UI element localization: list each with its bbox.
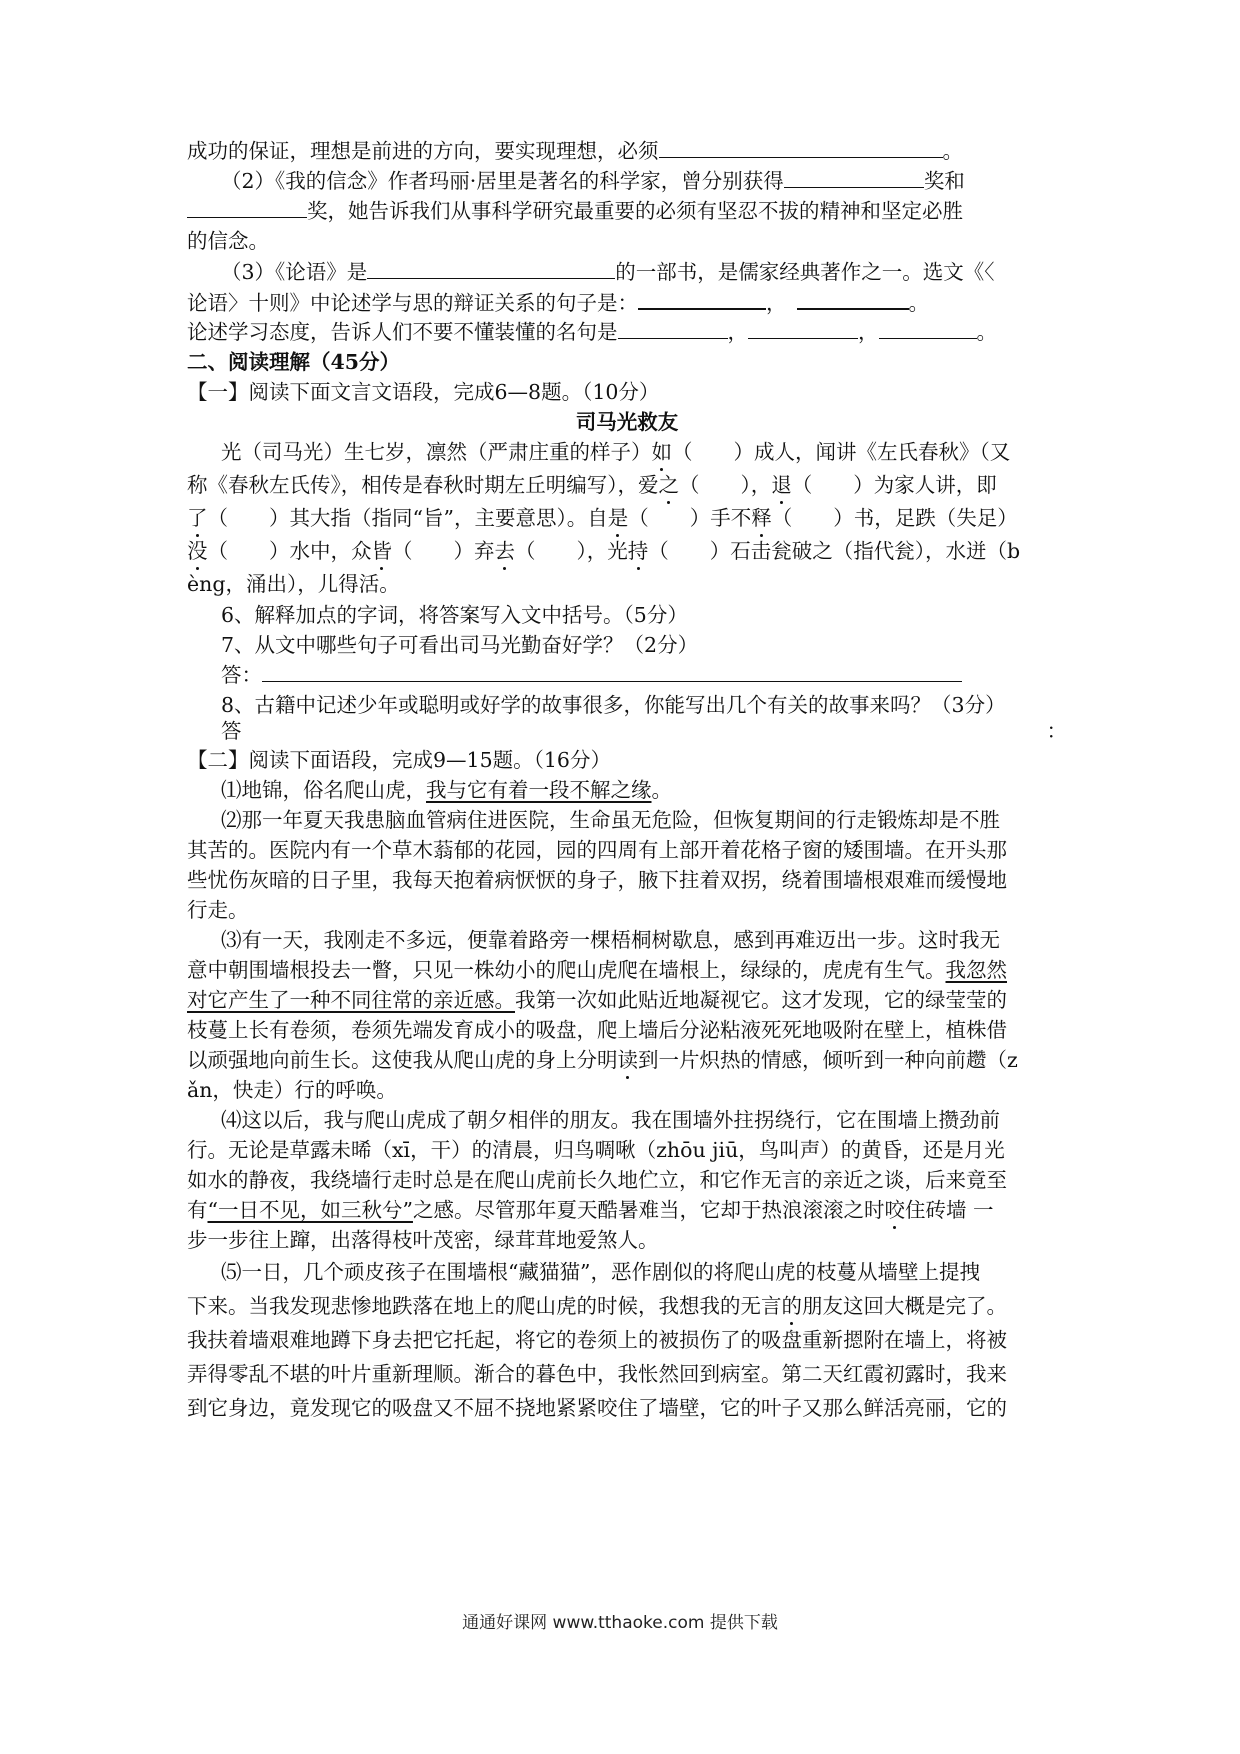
question-2 (221, 167, 1067, 195)
passage-1-header: 【一】阅读下面文言文语段，完成6—8题。（10分） (187, 380, 660, 404)
text: （ ）水中，众 (207, 539, 372, 563)
passage-2-header: 【二】阅读下面语段，完成9—15题。（16分） (187, 748, 611, 772)
text-line (187, 137, 1067, 165)
article-line: 如水的静夜，我绕墙行走时总是在爬山虎前长久地伫立，和它作无言的亲近之谈，后来竟至 (187, 1168, 1007, 1192)
underlined-sentence: 我忽然 (945, 958, 1007, 982)
answer-blank[interactable] (638, 288, 766, 310)
article-line (187, 1292, 1067, 1320)
answer-blank[interactable] (879, 318, 977, 339)
text: 光（司马光）生七岁，凛然（严肃庄重的样子） (221, 440, 652, 464)
text: （ ）书，足跌（失足） (771, 506, 1018, 530)
article-line: ⑵那一年夏天我患脑血管病住进医院，生命虽无危险，但恢复期间的行走锻炼却是不胜 (221, 808, 1000, 832)
underlined-sentence: 对它产生了一种不同往常的亲近感。 (187, 988, 515, 1012)
article-line: 到它身边，竟发现它的吸盘又不屈不挠地紧紧咬住了墙壁，它的叶子又那么鲜活亮丽，它的 (187, 1396, 1007, 1420)
text: 奖，她告诉我们从事科学研究最重要的必须有坚忍不拔的精神和坚定必胜 (307, 199, 963, 223)
question-7: 7、从文中哪些句子可看出司马光勤奋好学？（2分） (221, 633, 699, 657)
article-line: 枝蔓上长有卷须，卷须先端发育成小的吸盘，爬上墙后分泌粘液死死地吸附在壁上，植株借 (187, 1018, 1007, 1042)
dotted-word: 去 (494, 539, 515, 563)
answer-blank[interactable] (367, 258, 615, 279)
article-line: 其苦的。医院内有一个草木蓊郁的花园，园的四周有上部开着花格子窗的矮围墙。在开头那 (187, 838, 1007, 862)
dotted-word: 无言的朋友 (740, 1294, 843, 1318)
article-line (187, 956, 1067, 984)
article-line (187, 1196, 1067, 1224)
article-line: 步一步往上蹿，出落得枝叶茂密，绿茸茸地爱煞人。 (187, 1228, 659, 1252)
text-line (187, 288, 1067, 317)
answer-label: 答： (221, 663, 262, 687)
article-line (187, 986, 1067, 1014)
article-line: 些忧伤灰暗的日子里，我每天抱着病恹恹的身子，腋下拄着双拐，绕着围墙根艰难而缓慢地 (187, 868, 1007, 892)
answer-blank[interactable] (797, 288, 909, 310)
text: 的一部书，是儒家经典著作之一。选文《〈 (615, 260, 995, 284)
text: （ ）为家人讲，即 (791, 473, 997, 497)
dotted-word: 咬 (884, 1198, 905, 1222)
passage-line (187, 471, 1067, 499)
answer-blank[interactable] (784, 167, 924, 188)
text: （ ）， (679, 473, 772, 497)
answer-blank[interactable] (187, 197, 307, 218)
text: 住砖墙 一 (904, 1198, 994, 1222)
text: 成功的保证，理想是前进的方向，要实现理想，必须 (187, 139, 659, 163)
passage-line (187, 537, 1067, 565)
answer-8-line (221, 717, 1067, 745)
text: ， (766, 291, 787, 315)
answer-blank[interactable] (659, 137, 943, 158)
text: 之感。尽管那年夏天酷暑难当，它却于热浪滚滚之时 (412, 1198, 885, 1222)
answer-label: 答 (221, 719, 242, 743)
dotted-word: 是 (607, 506, 629, 530)
text-line (187, 197, 1067, 225)
article-line: 我扶着墙艰难地蹲下身去把它托起，将它的卷须上的被损伤了的吸盘重新摁附在墙上，将被 (187, 1328, 1007, 1352)
text: 奖和 (923, 169, 965, 193)
passage-line (187, 504, 1067, 532)
page-footer: 通通好课网 www.tthaoke.com 提供下载 (462, 1613, 778, 1633)
text: 有 (187, 1198, 208, 1222)
text: （ ）弃 (392, 539, 495, 563)
text: 称《春秋左氏传》，相传是春秋时期左丘明编写），爱 (187, 473, 659, 497)
dotted-word: 退 (771, 473, 792, 497)
text: （ ）手不 (628, 506, 752, 530)
passage-line: èng，涌出），儿得活。 (187, 572, 400, 596)
article-line: 行。无论是草露未晞（xī，干）的清晨，归鸟啁啾（zhōu jiū，鸟叫声）的黄昏，还是月光 (187, 1138, 1005, 1162)
text: 我第一次如此贴近地凝视它。这才发现，它的绿莹莹的 (515, 988, 1007, 1012)
text: ： (1046, 719, 1067, 743)
article-line: ⑷这以后，我与爬山虎成了朝夕相伴的朋友。我在围墙外拄拐绕行，它在围墙上攒劲前 (221, 1108, 1000, 1132)
passage-1-title: 司马光救友 (575, 410, 679, 434)
question-8: 8、古籍中记述少年或聪明或好学的故事很多，你能写出几个有关的故事来吗？（3分） (221, 693, 1006, 717)
dotted-word: 持 (627, 539, 649, 563)
text: 。 (908, 291, 929, 315)
dotted-word: 释 (751, 506, 772, 530)
text: 到一片炽热的情感，倾听到一种向前趱（z (638, 1048, 1018, 1072)
underlined-sentence: 我与它有着一段不解之缘 (426, 778, 652, 802)
article-line: 弄得零乱不堪的叶片重新理顺。渐合的暮色中，我怅然回到病室。第二天红霞初露时，我来 (187, 1362, 1007, 1386)
answer-7-line (221, 661, 1067, 689)
text: （ ）成人，闻讲《左氏春秋》（又 (672, 440, 1011, 464)
article-para-1 (221, 776, 1067, 804)
article-line: ǎn，快走）行的呼唤。 (187, 1078, 397, 1102)
article-line (187, 1046, 1067, 1074)
text: 。 (651, 778, 672, 802)
answer-blank[interactable] (748, 318, 858, 339)
article-line: ⑶有一天，我刚走不多远，便靠着路旁一棵梧桐树歇息，感到再难迈出一步。这时我无 (221, 928, 1000, 952)
article-line: ⑸一日，几个顽皮孩子在围墙根“藏猫猫”，恶作剧似的将爬山虎的枝蔓从墙壁上提拽 (221, 1260, 980, 1284)
passage-line (221, 438, 1067, 466)
dotted-word: 如 (651, 440, 672, 464)
question-3 (221, 258, 1067, 286)
text: 。 (942, 139, 963, 163)
text: （ ）其大指（指同“旨”，主要意思）。自 (207, 506, 608, 530)
text: 以顽强地向前生长。这使我从爬山虎的身上分明 (187, 1048, 618, 1072)
text: （2）《我的信念》作者玛丽·居里是著名的科学家，曾分别获得 (221, 169, 784, 193)
answer-blank[interactable] (262, 661, 962, 682)
text: 这回大概是完了。 (843, 1294, 1007, 1318)
dotted-word: 皆 (371, 539, 392, 563)
text: （3）《论语》是 (221, 260, 368, 284)
dotted-word: 了 (187, 506, 208, 530)
text: 意中朝围墙根投去一瞥，只见一株幼小的爬山虎爬在墙根上，绿绿的，虎虎有生气。 (187, 958, 946, 982)
underlined-sentence: “一日不见，如三秋兮” (207, 1198, 413, 1222)
dotted-word: 没 (187, 539, 208, 563)
text: 论语〉十则》中论述学与思的辩证关系的句子是： (187, 291, 638, 315)
text: （ ）石击瓮破之（指代瓮），水迸（b (648, 539, 1021, 563)
text: ， (727, 320, 748, 344)
answer-blank[interactable] (618, 318, 728, 339)
text-line: 的信念。 (187, 229, 269, 253)
text: （ ），光 (515, 539, 628, 563)
article-line: 行走。 (187, 898, 249, 922)
question-6: 6、解释加点的字词，将答案写入文中括号。（5分） (221, 603, 688, 627)
dotted-word: 之 (658, 473, 679, 497)
text: ⑴地锦，俗名爬山虎， (221, 778, 426, 802)
text: 论述学习态度，告诉人们不要不懂装懂的名句是 (187, 320, 618, 344)
text: ， (858, 320, 879, 344)
text-line (187, 318, 1067, 346)
dotted-word: 读 (617, 1048, 638, 1072)
text: 下来。当我发现悲惨地跌落在地上的爬山虎的时候，我想我的 (187, 1294, 741, 1318)
section-heading: 二、阅读理解（45分） (187, 350, 401, 374)
text: 。 (976, 320, 997, 344)
